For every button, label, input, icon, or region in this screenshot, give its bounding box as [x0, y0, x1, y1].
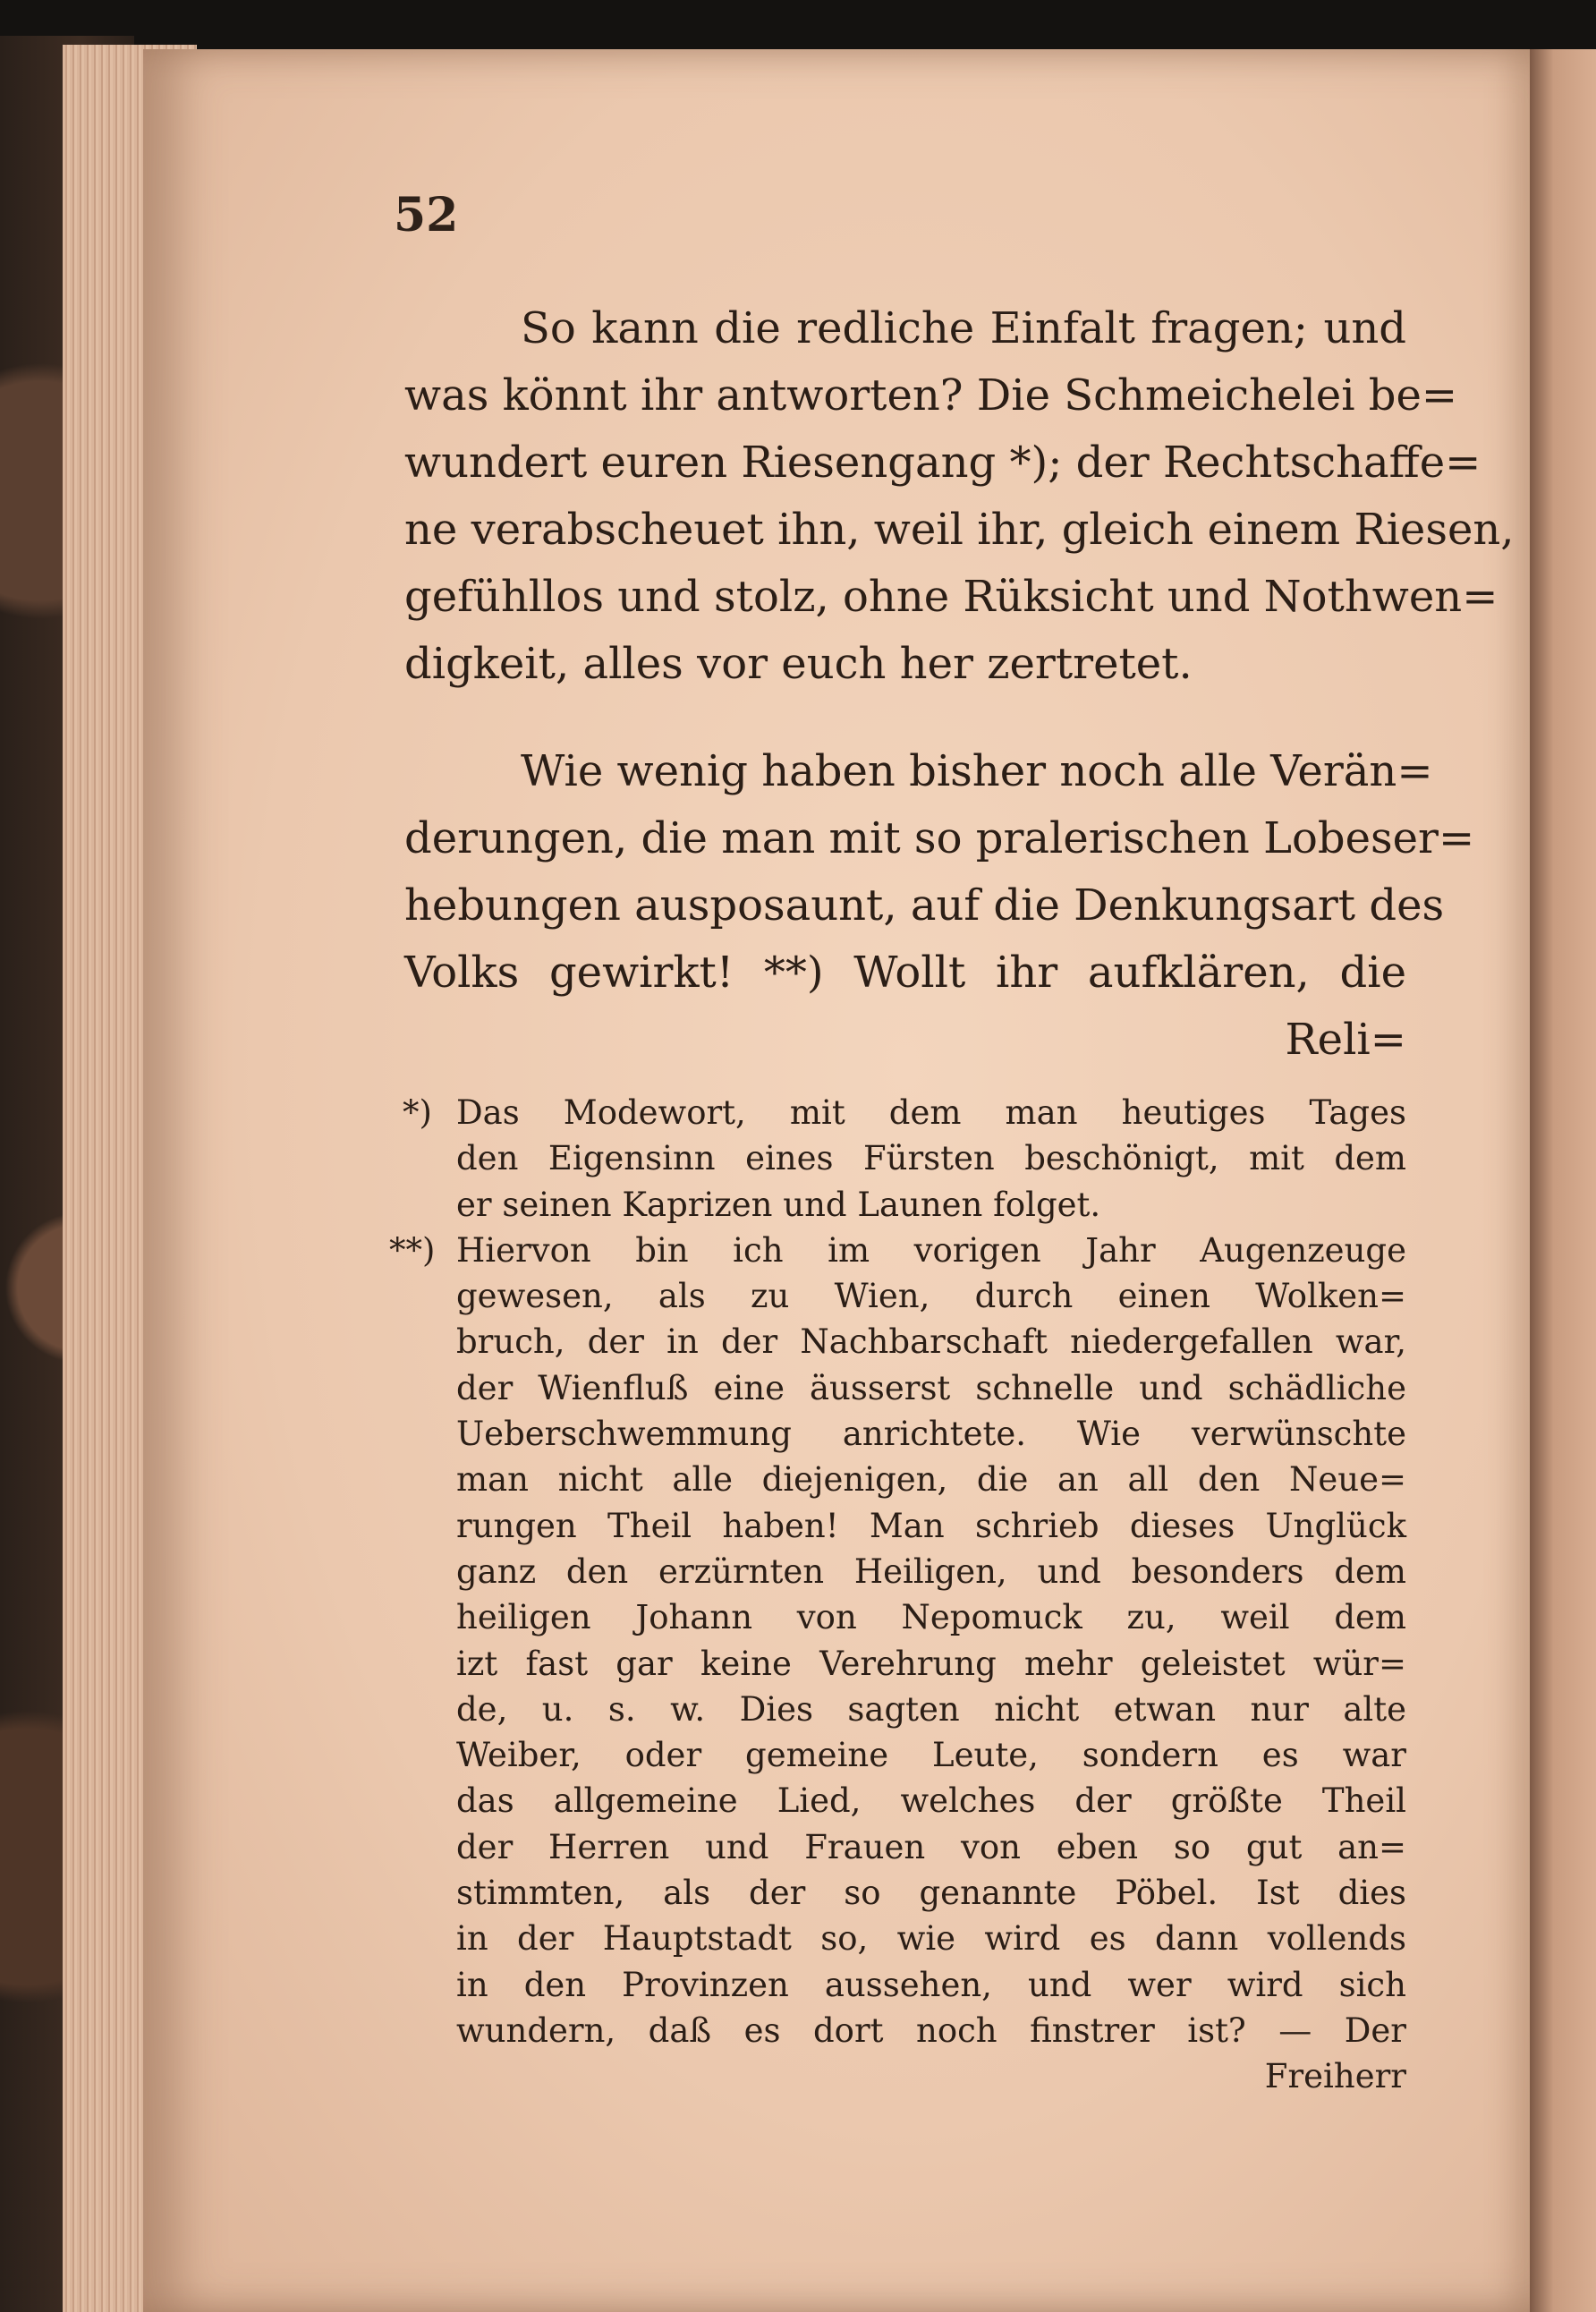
footnote-marker: **)	[389, 1230, 436, 1270]
text-line: derungen, die man mit so pralerischen Lobeser=	[404, 813, 1475, 863]
footnotes	[389, 1090, 1406, 2100]
footnote-line: in der Hauptstadt so, wie wird es dann vollends	[456, 1919, 1406, 1959]
text-line: Volks gewirkt! **) Wollt ihr aufklären, die	[404, 948, 1406, 998]
footnote-line: rungen Theil haben! Man schrieb dieses Unglück	[456, 1506, 1406, 1545]
paragraph-1	[404, 295, 1515, 698]
footnote-line: Das Modewort, mit dem man heutiges Tages	[456, 1093, 1406, 1132]
text-line: So kann die redliche Einfalt fragen; und	[521, 303, 1406, 353]
footnote-1	[403, 1090, 1406, 1228]
catchword: Freiherr	[1264, 2057, 1406, 2096]
footnote-marker: *)	[403, 1093, 432, 1132]
catchword: Reli=	[1285, 1015, 1406, 1065]
footnote-line: in den Provinzen aussehen, und wer wird sich	[456, 1965, 1406, 2004]
footnote-line: gewesen, als zu Wien, durch einen Wolken=	[456, 1277, 1406, 1316]
footnote-line: der Herren und Frauen von eben so gut an=	[456, 1827, 1406, 1866]
text-line: wundert euren Riesengang *); der Rechtschaffe=	[404, 438, 1481, 488]
text-line: Wie wenig haben bisher noch alle Verän=	[521, 746, 1433, 796]
text-line: gefühllos und stolz, ohne Rüksicht und Nothwen=	[404, 572, 1498, 622]
footnote-line: er seinen Kaprizen und Launen folget.	[456, 1185, 1101, 1224]
text-line: hebungen ausposaunt, auf die Denkungsart des	[404, 880, 1445, 931]
footnote-line: der Wienfluß eine äusserst schnelle und schädliche	[456, 1368, 1406, 1407]
footnote-line: Ueberschwemmung anrichtete. Wie verwünschte	[456, 1415, 1406, 1454]
footnote-line: Weiber, oder gemeine Leute, sondern es war	[456, 1736, 1406, 1775]
footnote-line: den Eigensinn eines Fürsten beschönigt, mit dem	[456, 1139, 1406, 1178]
footnote-line: heiligen Johann von Nepomuck zu, weil dem	[456, 1598, 1406, 1637]
text-line: digkeit, alles vor euch her zertretet.	[404, 639, 1193, 689]
footnote-line: de, u. s. w. Dies sagten nicht etwan nur alte	[456, 1689, 1406, 1729]
footnote-2	[389, 1228, 1406, 2100]
footnote-line: man nicht alle diejenigen, die an all den Neue=	[456, 1460, 1406, 1500]
footnote-line: das allgemeine Lied, welches der größte Theil	[456, 1781, 1406, 1821]
text-line: was könnt ihr antworten? Die Schmeichelei be=	[404, 370, 1458, 421]
page-number: 52	[394, 188, 459, 242]
text-line: ne verabscheuet ihn, weil ihr, gleich einem Riesen,	[404, 505, 1515, 555]
footnote-line: bruch, der in der Nachbarschaft niedergefallen war,	[456, 1322, 1406, 1362]
footnote-line: Hiervon bin ich im vorigen Jahr Augenzeuge	[456, 1230, 1406, 1270]
paragraph-2	[404, 738, 1475, 1074]
footnote-line: ganz den erzürnten Heiligen, und besonders dem	[456, 1551, 1406, 1591]
next-page-edge	[1525, 49, 1596, 2312]
footnote-line: stimmten, als der so genannte Pöbel. Ist dies	[456, 1874, 1406, 1913]
footnote-line: wundern, daß es dort noch finstrer ist? — Der	[456, 2010, 1406, 2050]
footnote-line: izt fast gar keine Verehrung mehr geleistet wür=	[456, 1644, 1406, 1683]
